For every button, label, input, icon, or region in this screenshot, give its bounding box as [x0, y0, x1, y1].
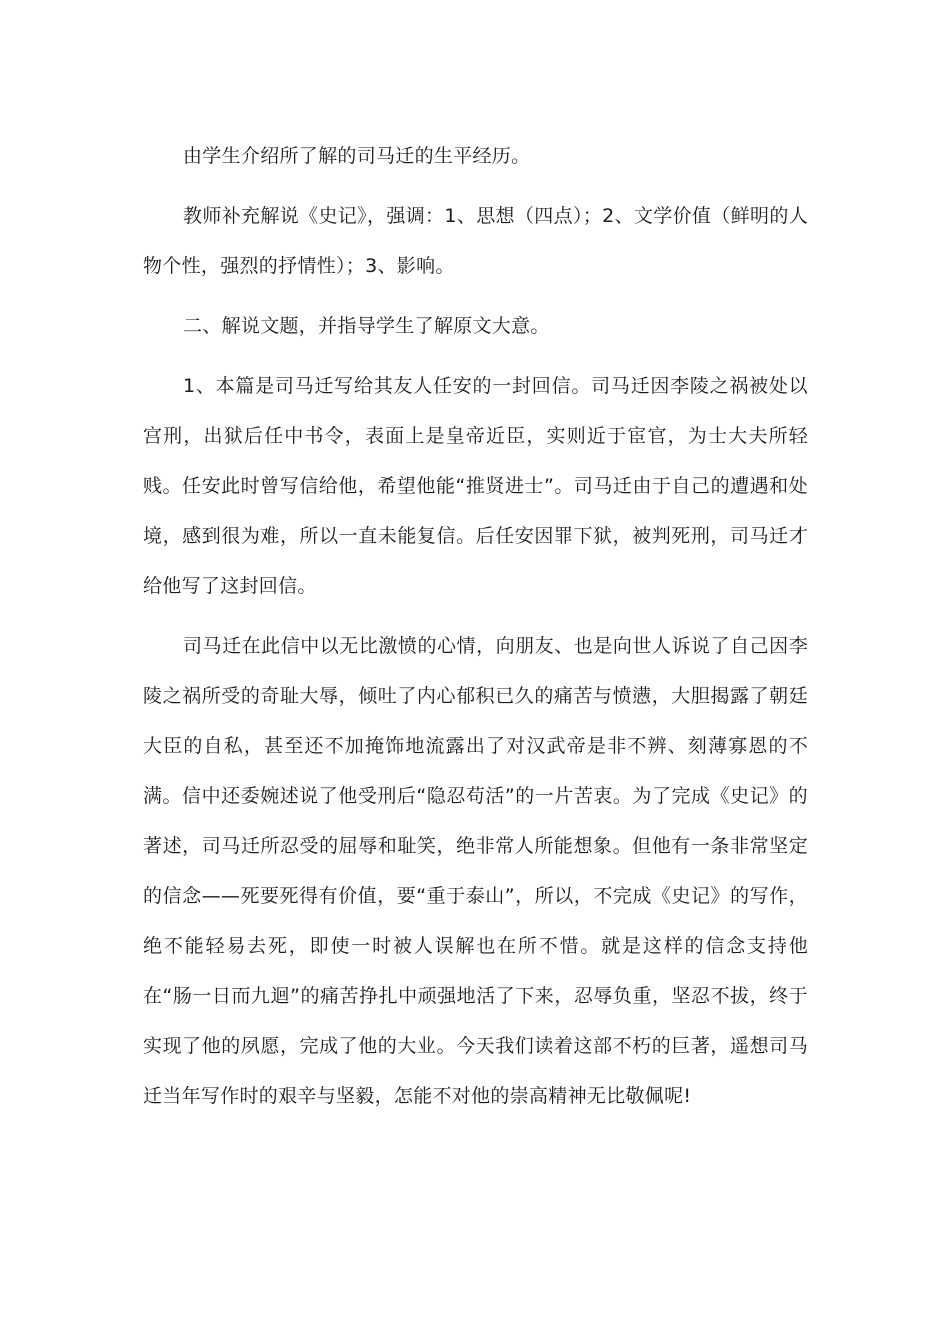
paragraph-gap	[143, 351, 808, 361]
paragraph-background: 1、本篇是司马迁写给其友人任安的一封回信。司马迁因李陵之祸被处以宫刑，出狱后任中书令，表面上是皇帝近臣，实则近于宦官，为士大夫所轻贱。任安此时曾写信给他，希望他能“推贤进士”。司马迁由于自己的遭遇和处境，感到很为难，所以一直未能复信。后任安因罪下狱，被判死刑，司马迁才给他写了这封回信。	[143, 375, 808, 597]
paragraph-section-two: 二、解说文题，并指导学生了解原文大意。	[183, 315, 550, 337]
paragraph-intro: 由学生介绍所了解的司马迁的生平经历。	[183, 145, 531, 167]
paragraph-gap	[143, 611, 808, 621]
paragraph-gap	[143, 181, 808, 191]
paragraph-teacher-notes: 教师补充解说《史记》，强调：1、思想（四点）；2、文学价值（鲜明的人物个性，强烈的抒情性）；3、影响。	[143, 205, 808, 277]
document-body	[143, 131, 808, 1121]
paragraph-analysis: 司马迁在此信中以无比激愤的心情，向朋友、也是向世人诉说了自己因李陵之祸所受的奇耻大辱，倾吐了内心郁积已久的痛苦与愤懑，大胆揭露了朝廷大臣的自私，甚至还不加掩饰地流露出了对汉武帝是非不辨、刻薄寡恩的不满。信中还委婉述说了他受刑后“隐忍苟活”的一片苦衷。为了完成《史记》的著述，司马迁所忍受的屈辱和耻笑，绝非常人所能想象。但他有一条非常坚定的信念——死要死得有价值，要“重于泰山”，所以，不完成《史记》的写作，绝不能轻易去死，即使一时被人误解也在所不惜。就是这样的信念支持他在“肠一日而九迴”的痛苦挣扎中顽强地活了下来，忍辱负重，坚忍不拔，终于实现了他的夙愿，完成了他的大业。今天我们读着这部不朽的巨著，遥想司马迁当年写作时的艰辛与坚毅，怎能不对他的崇高精神无比敬佩呢!	[143, 635, 808, 1107]
paragraph-gap	[143, 291, 808, 301]
